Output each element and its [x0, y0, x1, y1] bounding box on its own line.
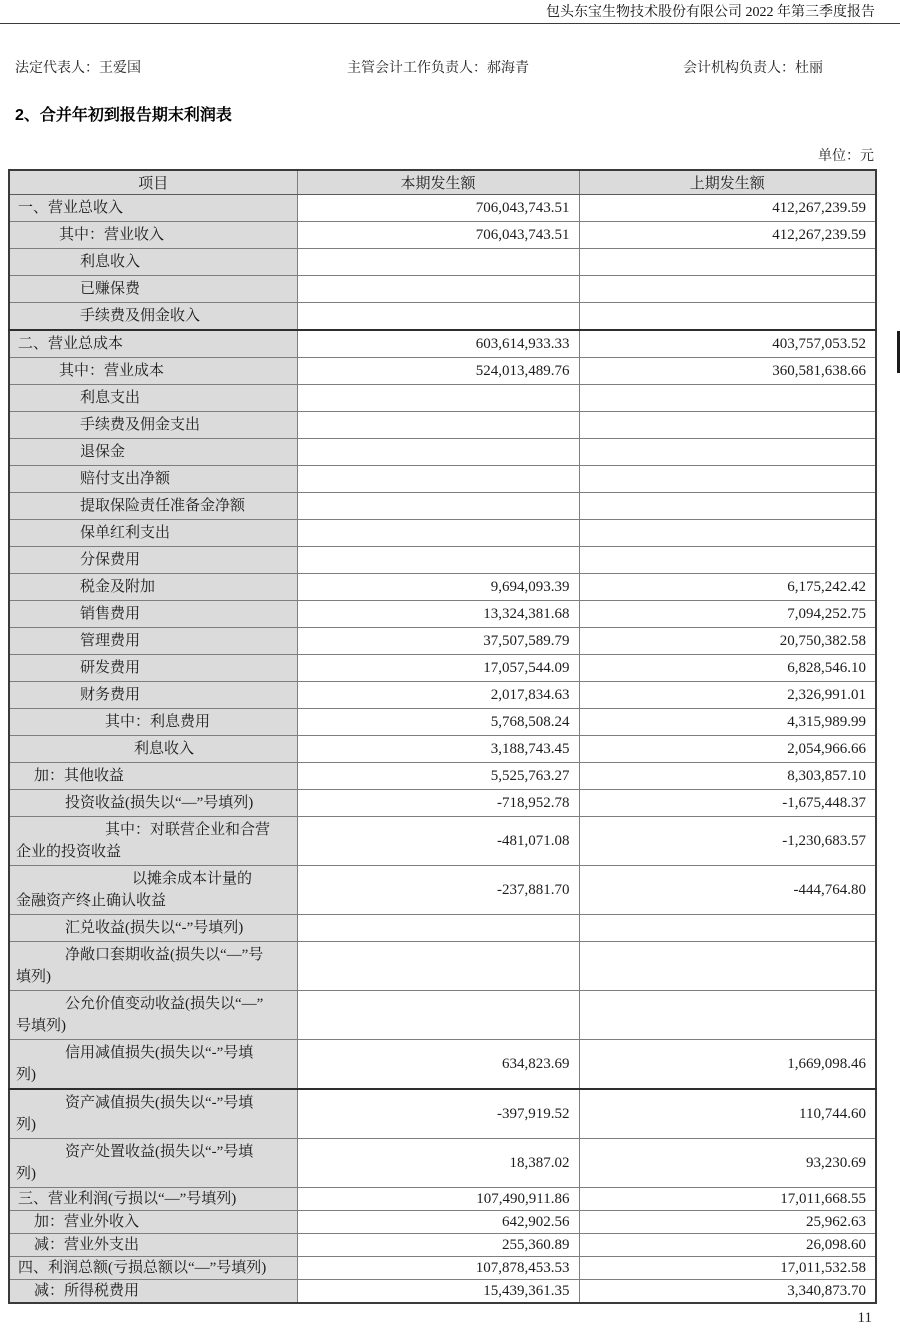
prior-amount-cell: 20,750,382.58: [579, 628, 876, 655]
table-row: [9, 439, 876, 466]
current-amount-cell: 107,490,911.86: [297, 1188, 579, 1211]
unit-label: 单位：元: [818, 149, 874, 164]
table-row: [9, 682, 876, 709]
item-cell: 保单红利支出: [9, 520, 297, 547]
current-amount-cell: -237,881.70: [297, 866, 579, 915]
table-row: [9, 574, 876, 601]
current-amount-cell: [297, 547, 579, 574]
report-title: 包头东宝生物技术股份有限公司 2022 年第三季度报告: [546, 5, 875, 20]
table-row: [9, 1280, 876, 1304]
table-row: [9, 1257, 876, 1280]
prior-amount-cell: 110,744.60: [579, 1089, 876, 1139]
legal-representative-name: 王爱国: [99, 61, 141, 76]
table-row: [9, 493, 876, 520]
item-cell: 税金及附加: [9, 574, 297, 601]
income-statement-table: [8, 169, 877, 1304]
current-amount-cell: 37,507,589.79: [297, 628, 579, 655]
current-amount-cell: 642,902.56: [297, 1211, 579, 1234]
table-row: [9, 1188, 876, 1211]
table-row: [9, 655, 876, 682]
column-header-prior-period: 上期发生额: [579, 170, 876, 195]
table-row: [9, 412, 876, 439]
current-amount-cell: 255,360.89: [297, 1234, 579, 1257]
prior-amount-cell: 360,581,638.66: [579, 358, 876, 385]
item-cell: 三、营业利润(亏损以“—”号填列): [9, 1188, 297, 1211]
prior-amount-cell: [579, 942, 876, 991]
prior-amount-cell: [579, 547, 876, 574]
item-cell: 四、利润总额(亏损总额以“—”号填列): [9, 1257, 297, 1280]
table-row: [9, 466, 876, 493]
prior-amount-cell: 2,054,966.66: [579, 736, 876, 763]
current-amount-cell: [297, 493, 579, 520]
prior-amount-cell: [579, 249, 876, 276]
current-amount-cell: -481,071.08: [297, 817, 579, 866]
item-cell: 公允价值变动收益(损失以“—” 号填列): [9, 991, 297, 1040]
section-title: 2、合并年初到报告期末利润表: [15, 107, 232, 124]
current-amount-cell: 18,387.02: [297, 1139, 579, 1188]
prior-amount-cell: [579, 520, 876, 547]
item-cell: 加：营业外收入: [9, 1211, 297, 1234]
table-row: [9, 763, 876, 790]
item-cell: 已赚保费: [9, 276, 297, 303]
item-cell: 利息收入: [9, 736, 297, 763]
item-cell: 提取保险责任准备金净额: [9, 493, 297, 520]
prior-amount-cell: 2,326,991.01: [579, 682, 876, 709]
table-row: [9, 1089, 876, 1139]
item-cell: 其中：对联营企业和合营 企业的投资收益: [9, 817, 297, 866]
prior-amount-cell: -1,675,448.37: [579, 790, 876, 817]
table-row: [9, 942, 876, 991]
current-amount-cell: 603,614,933.33: [297, 330, 579, 358]
current-amount-cell: [297, 466, 579, 493]
table-row: [9, 915, 876, 942]
page-number: 11: [857, 1310, 872, 1326]
prior-amount-cell: 26,098.60: [579, 1234, 876, 1257]
item-cell: 一、营业总收入: [9, 195, 297, 222]
current-amount-cell: 17,057,544.09: [297, 655, 579, 682]
table-row: [9, 866, 876, 915]
item-cell: 资产处置收益(损失以“-”号填 列): [9, 1139, 297, 1188]
legal-representative-label: 法定代表人：: [15, 61, 99, 76]
prior-amount-cell: [579, 439, 876, 466]
table-row: [9, 991, 876, 1040]
current-amount-cell: 107,878,453.53: [297, 1257, 579, 1280]
prior-amount-cell: 3,340,873.70: [579, 1280, 876, 1304]
prior-amount-cell: 1,669,098.46: [579, 1040, 876, 1090]
item-cell: 二、营业总成本: [9, 330, 297, 358]
current-amount-cell: 634,823.69: [297, 1040, 579, 1090]
table-row: [9, 276, 876, 303]
legal-representative: [15, 57, 141, 77]
prior-amount-cell: 7,094,252.75: [579, 601, 876, 628]
prior-amount-cell: 6,175,242.42: [579, 574, 876, 601]
prior-amount-cell: 412,267,239.59: [579, 195, 876, 222]
prior-amount-cell: 8,303,857.10: [579, 763, 876, 790]
current-amount-cell: 524,013,489.76: [297, 358, 579, 385]
item-cell: 利息支出: [9, 385, 297, 412]
current-amount-cell: 15,439,361.35: [297, 1280, 579, 1304]
prior-amount-cell: 17,011,532.58: [579, 1257, 876, 1280]
table-row: [9, 736, 876, 763]
current-amount-cell: [297, 942, 579, 991]
chief-accountant: [347, 57, 529, 77]
item-cell: 其中：利息费用: [9, 709, 297, 736]
current-amount-cell: 2,017,834.63: [297, 682, 579, 709]
prior-amount-cell: [579, 493, 876, 520]
table-row: [9, 249, 876, 276]
prior-amount-cell: [579, 385, 876, 412]
item-cell: 资产减值损失(损失以“-”号填 列): [9, 1089, 297, 1139]
column-header-current-period: 本期发生额: [297, 170, 579, 195]
table-row: [9, 385, 876, 412]
item-cell: 减：营业外支出: [9, 1234, 297, 1257]
current-amount-cell: 9,694,093.39: [297, 574, 579, 601]
item-cell: 信用减值损失(损失以“-”号填 列): [9, 1040, 297, 1090]
current-amount-cell: [297, 439, 579, 466]
item-cell: 利息收入: [9, 249, 297, 276]
current-amount-cell: [297, 412, 579, 439]
table-row: [9, 1040, 876, 1090]
current-amount-cell: 3,188,743.45: [297, 736, 579, 763]
table-row: [9, 709, 876, 736]
current-amount-cell: [297, 520, 579, 547]
table-row: [9, 303, 876, 331]
prior-amount-cell: 93,230.69: [579, 1139, 876, 1188]
item-cell: 赔付支出净额: [9, 466, 297, 493]
table-row: [9, 547, 876, 574]
item-cell: 加：其他收益: [9, 763, 297, 790]
current-amount-cell: 5,768,508.24: [297, 709, 579, 736]
item-cell: 销售费用: [9, 601, 297, 628]
item-cell: 手续费及佣金支出: [9, 412, 297, 439]
prior-amount-cell: [579, 915, 876, 942]
prior-amount-cell: [579, 991, 876, 1040]
item-cell: 投资收益(损失以“—”号填列): [9, 790, 297, 817]
item-cell: 其中：营业收入: [9, 222, 297, 249]
current-amount-cell: [297, 991, 579, 1040]
table-header-row: [9, 170, 876, 195]
prior-amount-cell: 17,011,668.55: [579, 1188, 876, 1211]
current-amount-cell: -718,952.78: [297, 790, 579, 817]
current-amount-cell: 13,324,381.68: [297, 601, 579, 628]
table-row: [9, 195, 876, 222]
current-amount-cell: -397,919.52: [297, 1089, 579, 1139]
prior-amount-cell: 6,828,546.10: [579, 655, 876, 682]
current-amount-cell: [297, 385, 579, 412]
current-amount-cell: [297, 915, 579, 942]
chief-accountant-name: 郝海青: [487, 61, 529, 76]
signatories-row: [0, 57, 900, 75]
item-cell: 其中：营业成本: [9, 358, 297, 385]
accounting-head: [683, 57, 823, 77]
table-row: [9, 601, 876, 628]
table-row: [9, 1211, 876, 1234]
page-header: [0, 0, 900, 24]
table-row: [9, 222, 876, 249]
table-row: [9, 1234, 876, 1257]
prior-amount-cell: 25,962.63: [579, 1211, 876, 1234]
item-cell: 减：所得税费用: [9, 1280, 297, 1304]
current-amount-cell: [297, 303, 579, 331]
item-cell: 研发费用: [9, 655, 297, 682]
table-row: [9, 1139, 876, 1188]
item-cell: 分保费用: [9, 547, 297, 574]
prior-amount-cell: 412,267,239.59: [579, 222, 876, 249]
column-header-item: 项目: [9, 170, 297, 195]
current-amount-cell: 5,525,763.27: [297, 763, 579, 790]
prior-amount-cell: [579, 466, 876, 493]
item-cell: 汇兑收益(损失以“-”号填列): [9, 915, 297, 942]
item-cell: 手续费及佣金收入: [9, 303, 297, 331]
table-row: [9, 330, 876, 358]
prior-amount-cell: -1,230,683.57: [579, 817, 876, 866]
item-cell: 退保金: [9, 439, 297, 466]
accounting-head-name: 杜丽: [795, 61, 823, 76]
prior-amount-cell: [579, 276, 876, 303]
table-row: [9, 358, 876, 385]
prior-amount-cell: [579, 412, 876, 439]
table-row: [9, 790, 876, 817]
prior-amount-cell: [579, 303, 876, 331]
table-row: [9, 628, 876, 655]
current-amount-cell: 706,043,743.51: [297, 222, 579, 249]
prior-amount-cell: 403,757,053.52: [579, 330, 876, 358]
accounting-head-label: 会计机构负责人：: [683, 61, 795, 76]
prior-amount-cell: -444,764.80: [579, 866, 876, 915]
item-cell: 以摊余成本计量的 金融资产终止确认收益: [9, 866, 297, 915]
current-amount-cell: [297, 249, 579, 276]
table-row: [9, 817, 876, 866]
item-cell: 净敞口套期收益(损失以“—”号 填列): [9, 942, 297, 991]
chief-accountant-label: 主管会计工作负责人：: [347, 61, 487, 76]
current-amount-cell: [297, 276, 579, 303]
current-amount-cell: 706,043,743.51: [297, 195, 579, 222]
item-cell: 管理费用: [9, 628, 297, 655]
item-cell: 财务费用: [9, 682, 297, 709]
table-row: [9, 520, 876, 547]
prior-amount-cell: 4,315,989.99: [579, 709, 876, 736]
